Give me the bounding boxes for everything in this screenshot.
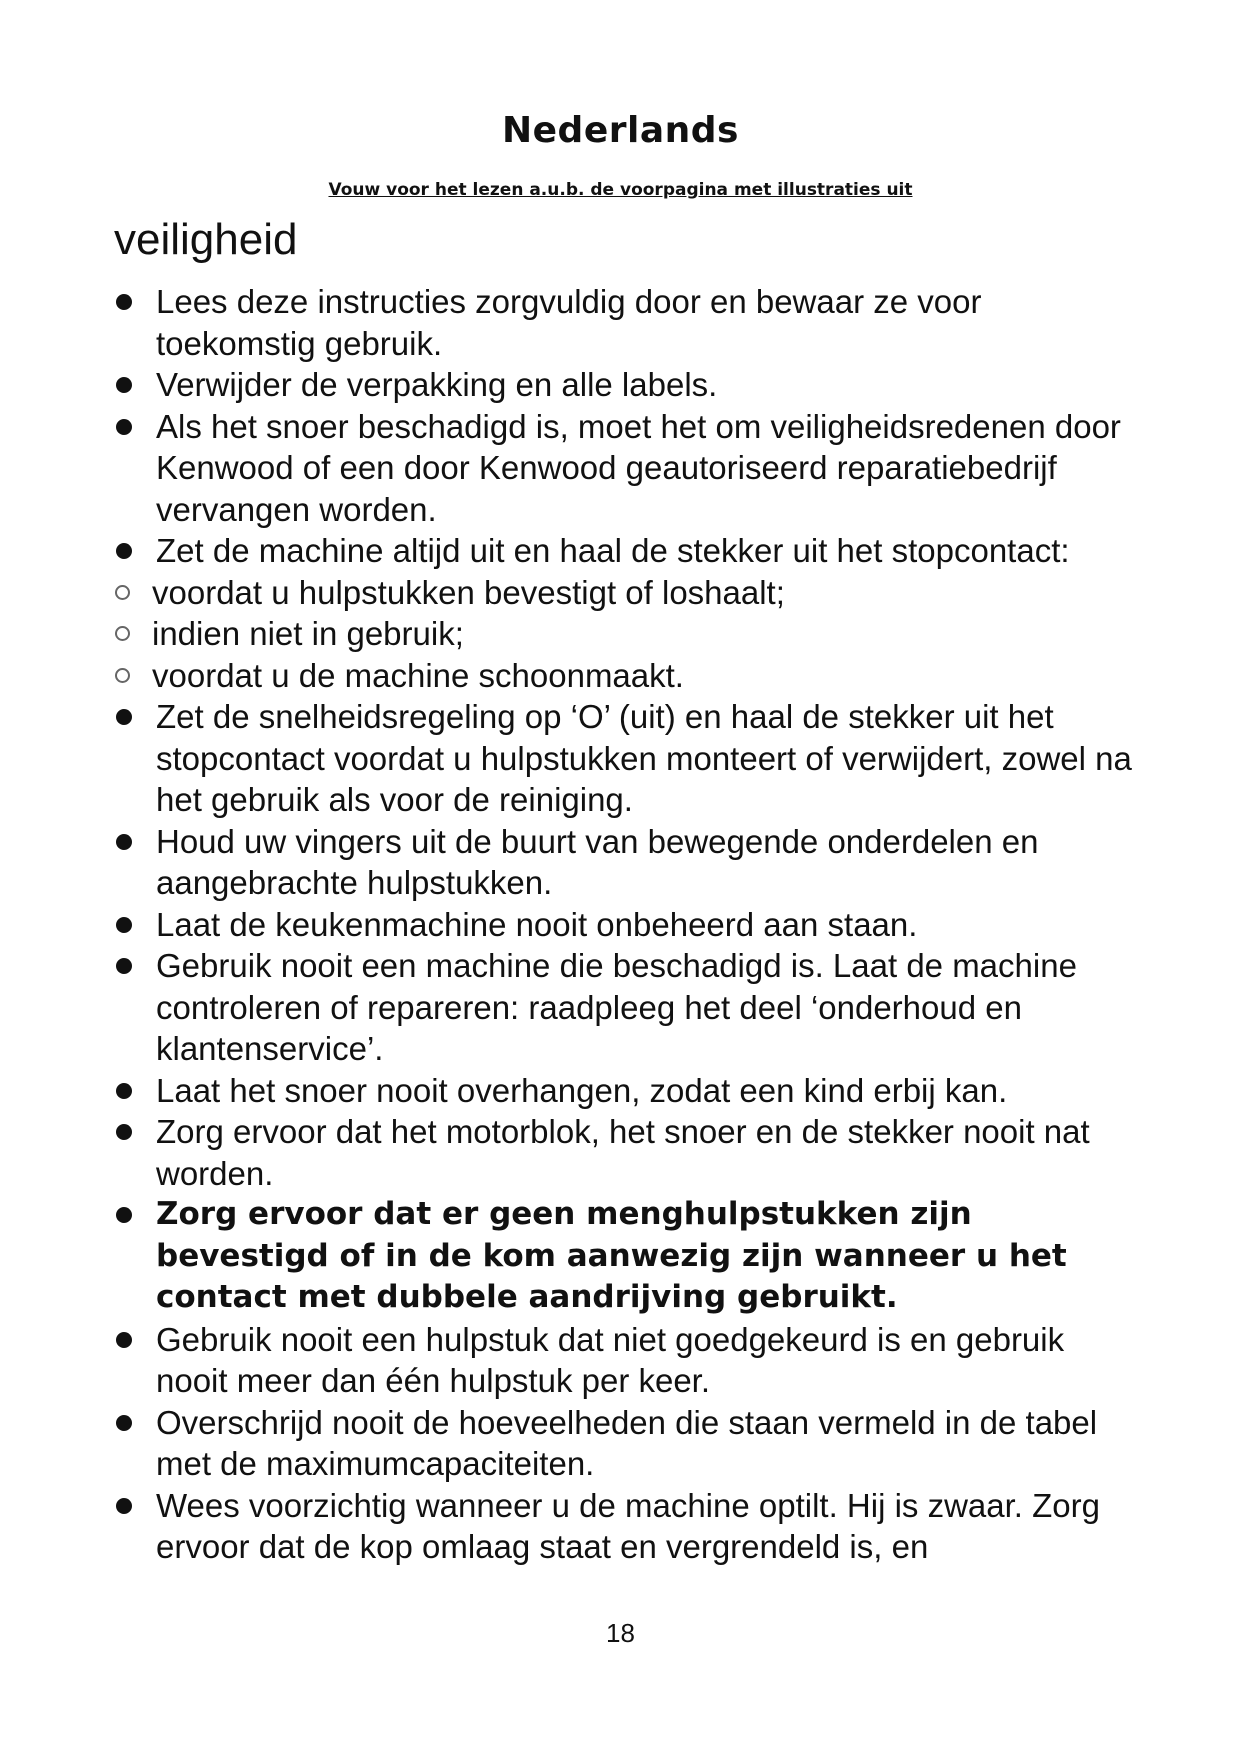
circle-bullet-icon	[115, 626, 130, 641]
list-item	[114, 1111, 1134, 1194]
bullet-icon	[116, 377, 132, 393]
list-item	[114, 364, 1134, 406]
bullet-icon	[116, 419, 132, 435]
list-item-text: Gebruik nooit een hulpstuk dat niet goedgekeurd is en gebruik nooit meer dan één hulpstuk per keer.	[156, 1320, 1065, 1399]
page-subtitle: Vouw voor het lezen a.u.b. de voorpagina met illustraties uit	[328, 180, 913, 200]
bullet-icon	[116, 1415, 132, 1431]
bullet-icon	[116, 1124, 132, 1140]
list-item-text: Als het snoer beschadigd is, moet het om veiligheidsredenen door Kenwood of een door Kenwood geautoriseerd reparatiebedrijf vervangen worden.	[156, 407, 1121, 528]
circle-bullet-icon	[115, 668, 130, 683]
list-item	[114, 1319, 1134, 1402]
list-item	[114, 1485, 1134, 1568]
list-item-text: Houd uw vingers uit de buurt van bewegende onderdelen en aangebrachte hulpstukken.	[156, 822, 1039, 901]
list-item-text: Zet de machine altijd uit en haal de stekker uit het stopcontact:	[156, 532, 1070, 569]
sub-list-item-text: indien niet in gebruik;	[152, 615, 464, 652]
bullet-icon	[116, 1207, 132, 1223]
list-item-text: Wees voorzichtig wanneer u de machine optilt. Hij is zwaar. Zorg ervoor dat de kop omlaag staat en vergrendeld is, en	[156, 1486, 1100, 1565]
sub-list-item-text: voordat u de machine schoonmaakt.	[152, 656, 684, 694]
list-item	[114, 696, 1134, 821]
section-title: veiligheid	[114, 215, 298, 264]
bullet-icon	[116, 958, 132, 974]
bullet-icon	[116, 543, 132, 559]
list-item-text: Overschrijd nooit de hoeveelheden die staan vermeld in de tabel met de maximumcapaciteiten.	[156, 1403, 1098, 1482]
list-item-text: Verwijder de verpakking en alle labels.	[156, 366, 718, 403]
bullet-icon	[116, 917, 132, 933]
bullet-icon	[116, 1332, 132, 1348]
bullet-icon	[116, 1083, 132, 1099]
sub-list-item	[114, 613, 1134, 655]
list-item	[114, 1402, 1134, 1485]
list-item-text: Laat het snoer nooit overhangen, zodat een kind erbij kan.	[156, 1071, 1008, 1109]
list-item-text: Lees deze instructies zorgvuldig door en bewaar ze voor toekomstig gebruik.	[156, 283, 982, 362]
list-item	[114, 530, 1134, 572]
list-item	[114, 1070, 1134, 1112]
list-item-text: Zorg ervoor dat het motorblok, het snoer en de stekker nooit nat worden.	[156, 1113, 1090, 1192]
page-number: 18	[606, 1618, 635, 1648]
list-item	[114, 904, 1134, 946]
bullet-icon	[116, 294, 132, 310]
safety-list	[114, 281, 1134, 1568]
bullet-icon	[116, 1498, 132, 1514]
list-item-warning	[114, 1194, 1134, 1319]
list-item-text: Gebruik nooit een machine die beschadigd is. Laat de machine controleren of repareren: raadpleeg het deel ‘onderhoud en klantenservice’.	[156, 947, 1077, 1067]
list-item-text: Laat de keukenmachine nooit onbeheerd aan staan.	[156, 905, 918, 943]
sub-list-item	[114, 655, 1134, 697]
list-item	[114, 821, 1134, 904]
list-item	[114, 281, 1134, 364]
circle-bullet-icon	[115, 585, 130, 600]
list-item-text: Zet de snelheidsregeling op ‘O’ (uit) en haal de stekker uit het stopcontact voordat u hulpstukken monteert of verwijdert, zowel na het gebruik als voor de reiniging.	[156, 698, 1132, 818]
sub-list-item-text: voordat u hulpstukken bevestigt of loshaalt;	[152, 573, 785, 611]
list-item	[114, 406, 1134, 531]
bullet-icon	[116, 834, 132, 850]
sub-list	[114, 572, 1134, 697]
sub-list-item	[114, 572, 1134, 614]
list-item	[114, 945, 1134, 1070]
page-title: Nederlands	[502, 110, 739, 151]
bullet-icon	[116, 709, 132, 725]
list-item-text: Zorg ervoor dat er geen menghulpstukken zijn bevestigd of in de kom aanwezig zijn wanneer u het contact met dubbele aandrijving gebruikt.	[156, 1196, 1067, 1315]
